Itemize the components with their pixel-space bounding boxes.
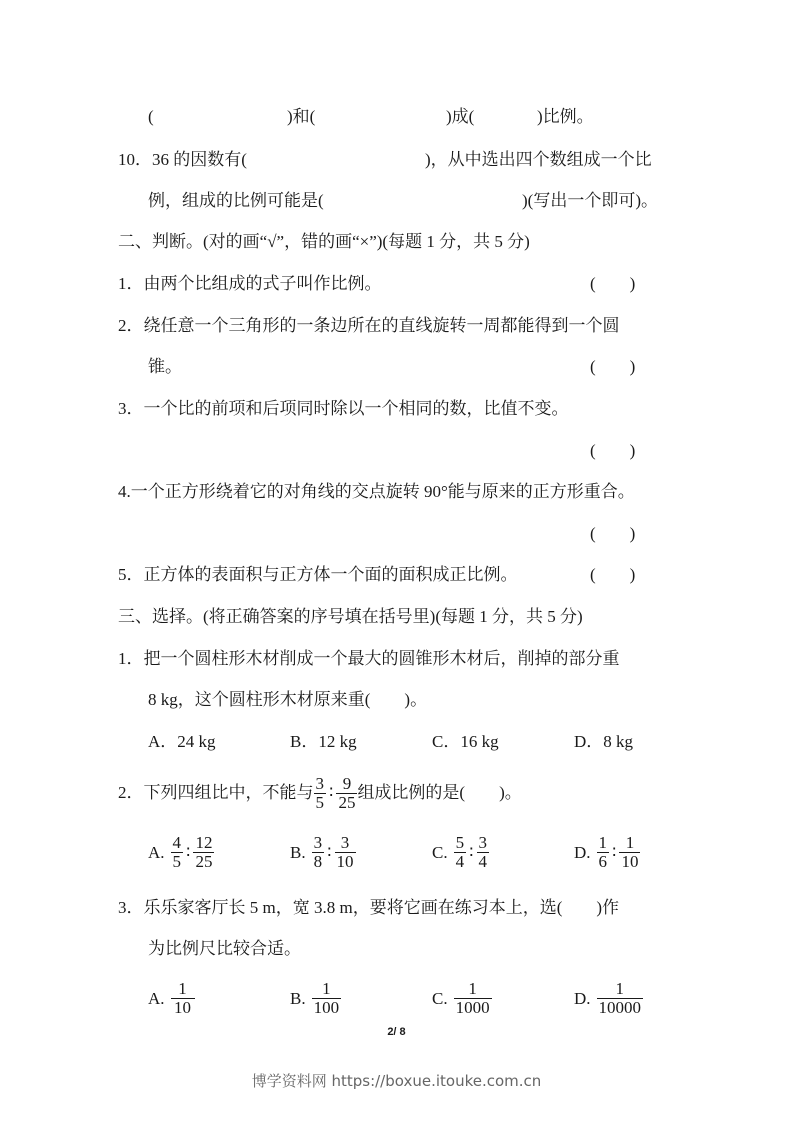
blank-and: )和( xyxy=(287,107,316,126)
choice-q2-option-d[interactable]: D. $\frac{1}{6}$ ∶ $\frac{1}{10}$ xyxy=(574,833,639,871)
choice-q1-option-a[interactable]: A．24 kg xyxy=(148,732,216,751)
judgement-item-4: 4.一个正方形绕着它的对角线的交点旋转 90°能与原来的正方形重合。 xyxy=(118,482,635,501)
judgement-answer-blank-1[interactable]: ( ) xyxy=(590,274,636,293)
fraction: $\frac{9}{25}$ xyxy=(338,773,356,812)
judgement-answer-blank-5[interactable]: ( ) xyxy=(590,565,636,584)
q10-text-d: )(写出一个即可)。 xyxy=(522,191,658,210)
choice-q1-option-b[interactable]: B．12 kg xyxy=(290,732,357,751)
page-number: 2/ 8 xyxy=(387,1026,406,1038)
choice-q1-option-d[interactable]: D．8 kg xyxy=(574,732,634,751)
choice-q2-option-c[interactable]: C. $\frac{5}{4}$ ∶ $\frac{3}{4}$ xyxy=(432,833,488,871)
choice-q1-option-c[interactable]: C．16 kg xyxy=(432,732,499,751)
judgement-answer-blank-3[interactable]: ( ) xyxy=(590,441,636,460)
judgement-item-2-cont: 锥。 xyxy=(148,357,182,376)
choice-q3-option-c[interactable]: C. $\frac{1}{1000}$ xyxy=(432,979,490,1017)
footer-watermark: 博学资料网 https://boxue.itouke.com.cn xyxy=(251,1072,542,1090)
choice-q2-prefix: 2．下列四组比中，不能与 xyxy=(118,783,314,803)
q10-text-c: 例，组成的比例可能是( xyxy=(148,191,324,210)
choice-q3-line1: 3．乐乐家客厅长 5 m，宽 3.8 m，要将它画在练习本上，选( )作 xyxy=(118,898,620,917)
blank-end: )比例。 xyxy=(537,107,594,126)
choice-q1-line2: 8 kg，这个圆柱形木材原来重( )。 xyxy=(148,690,428,709)
judgement-answer-blank-2[interactable]: ( ) xyxy=(590,357,636,376)
choice-q2-stem xyxy=(118,772,522,813)
judgement-item-2: 2．绕任意一个三角形的一条边所在的直线旋转一周都能得到一个圆 xyxy=(118,316,620,335)
choice-q2-option-a[interactable]: A. $\frac{4}{5}$ ∶ $\frac{12}{25}$ xyxy=(148,833,213,871)
blank-open: ( xyxy=(148,107,154,126)
judgement-item-1: 1．由两个比组成的式子叫作比例。 xyxy=(118,274,382,293)
choice-q3-option-d[interactable]: D. $\frac{1}{10000}$ xyxy=(574,979,642,1017)
section-heading-choice: 三、选择。(将正确答案的序号填在括号里)(每题 1 分，共 5 分) xyxy=(118,607,583,626)
choice-q1-line1: 1．把一个圆柱形木材削成一个最大的圆锥形木材后，削掉的部分重 xyxy=(118,649,620,668)
choice-q3-line2: 为比例尺比较合适。 xyxy=(148,939,301,958)
blank-into: )成( xyxy=(446,107,475,126)
choice-q3-option-a[interactable]: A. $\frac{1}{10}$ xyxy=(148,980,195,1017)
q10-text-b: )，从中选出四个数组成一个比 xyxy=(425,150,652,169)
judgement-item-5: 5．正方体的表面积与正方体一个面的面积成正比例。 xyxy=(118,565,518,584)
judgement-item-3: 3．一个比的前项和后项同时除以一个相同的数，比值不变。 xyxy=(118,399,569,418)
choice-q2-option-b[interactable]: B. $\frac{3}{8}$ ∶ $\frac{3}{10}$ xyxy=(290,833,354,871)
section-heading-judgement: 二、判断。(对的画“√”，错的画“×”)(每题 1 分，共 5 分) xyxy=(118,232,530,251)
choice-q3-option-b[interactable]: B. $\frac{1}{100}$ xyxy=(290,979,340,1017)
fraction: $\frac{3}{5}$ xyxy=(315,773,324,812)
judgement-answer-blank-4[interactable]: ( ) xyxy=(590,524,636,543)
q10-text-a: 10．36 的因数有( xyxy=(118,150,247,169)
ratio-colon: ∶ xyxy=(329,783,334,803)
choice-q2-suffix: 组成比例的是( )。 xyxy=(357,783,522,803)
